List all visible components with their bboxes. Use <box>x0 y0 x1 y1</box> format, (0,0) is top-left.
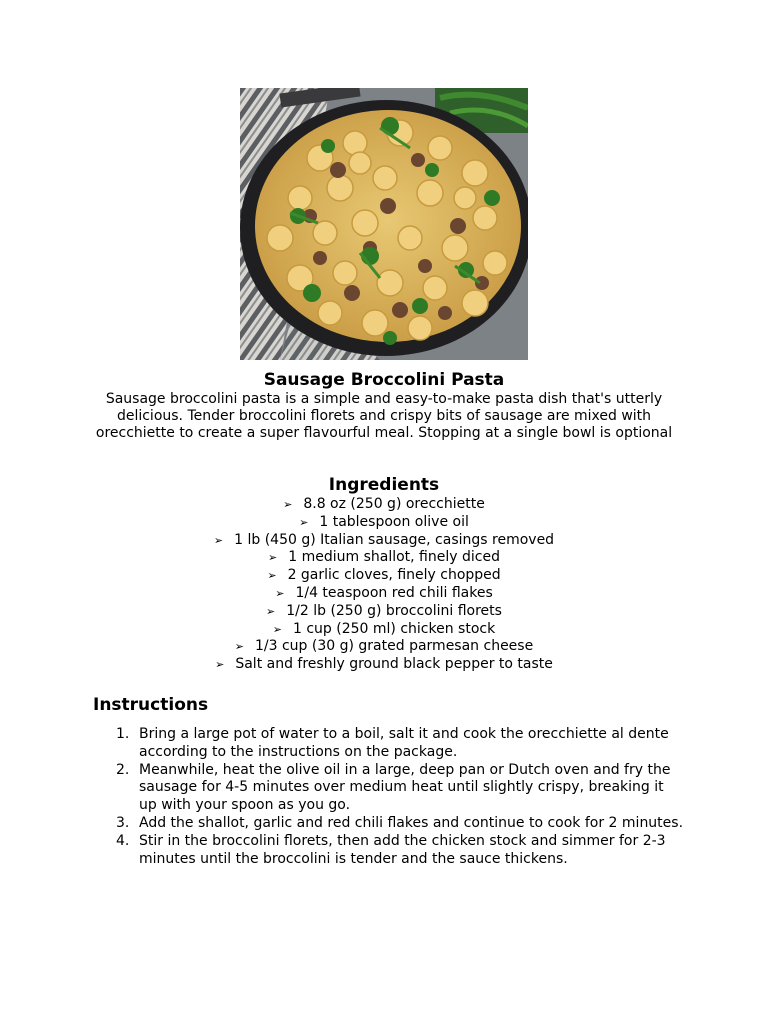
instruction-step <box>116 832 684 869</box>
recipe-intro: Sausage broccolini pasta is a simple and easy-to-make pasta dish that's utterly delicious. Tender broccolini florets and crispy bits of sausage are mixed with orecchiette to create a super flavourful meal. Stopping at a single bowl is optional <box>95 391 673 441</box>
arrow-bullet-icon: ➢ <box>268 551 278 565</box>
step-text: Stir in the broccolini florets, then add the chicken stock and simmer for 2-3 minutes until the broccolini is tender and the sauce thickens. <box>139 832 666 867</box>
arrow-bullet-icon: ➢ <box>266 604 276 618</box>
step-number: 3. <box>116 814 130 831</box>
arrow-bullet-icon: ➢ <box>283 498 293 511</box>
ingredient-item <box>0 532 768 550</box>
ingredient-item <box>0 567 768 585</box>
arrow-bullet-icon: ➢ <box>272 622 282 636</box>
instructions-list <box>116 726 684 868</box>
ingredient-text: 1 cup (250 ml) chicken stock <box>293 620 496 637</box>
ingredient-text: 1/2 lb (250 g) broccolini florets <box>286 602 502 619</box>
instruction-step <box>116 761 684 815</box>
dish-photo <box>240 88 528 360</box>
step-text: Meanwhile, heat the olive oil in a large, deep pan or Dutch oven and fry the sausage for 4-5 minutes over medium heat until slightly crispy, breaking it up with your spoon as you go. <box>139 761 671 814</box>
ingredient-item <box>0 514 768 532</box>
step-text: Bring a large pot of water to a boil, salt it and cook the orecchiette al dente according to the instructions on the package. <box>139 726 669 760</box>
ingredient-text: 8.8 oz (250 g) orecchiette <box>303 496 485 512</box>
pasta-pan-illustration <box>240 88 528 360</box>
arrow-bullet-icon: ➢ <box>213 533 224 547</box>
arrow-bullet-icon: ➢ <box>267 569 277 583</box>
ingredients-heading: Ingredients <box>328 475 440 495</box>
step-number: 1. <box>116 726 130 742</box>
ingredient-item <box>0 549 768 567</box>
ingredient-text: 1/4 teaspoon red chili flakes <box>295 584 493 601</box>
step-text: Add the shallot, garlic and red chili flakes and continue to cook for 2 minutes. <box>139 814 684 831</box>
ingredients-list <box>0 496 768 674</box>
instructions-heading: Instructions <box>93 695 209 715</box>
step-number: 4. <box>116 832 130 849</box>
instruction-step <box>116 814 684 833</box>
ingredient-text: 1 tablespoon olive oil <box>319 513 469 530</box>
ingredient-text: 2 garlic cloves, finely chopped <box>287 567 501 584</box>
arrow-bullet-icon: ➢ <box>299 515 309 529</box>
ingredient-text: 1 medium shallot, finely diced <box>288 549 500 566</box>
ingredient-item <box>0 656 768 674</box>
arrow-bullet-icon: ➢ <box>234 640 244 654</box>
step-number: 2. <box>116 761 130 778</box>
ingredient-item <box>0 585 768 603</box>
arrow-bullet-icon: ➢ <box>275 586 285 600</box>
ingredient-text: 1 lb (450 g) Italian sausage, casings removed <box>234 531 555 548</box>
ingredient-item <box>0 603 768 621</box>
ingredient-text: 1/3 cup (30 g) grated parmesan cheese <box>255 638 534 655</box>
arrow-bullet-icon: ➢ <box>215 658 225 672</box>
ingredient-text: Salt and freshly ground black pepper to taste <box>235 656 553 673</box>
ingredient-item <box>0 621 768 639</box>
instruction-step <box>116 726 684 762</box>
ingredient-item <box>0 496 768 514</box>
recipe-title: Sausage Broccolini Pasta <box>263 370 505 390</box>
ingredient-item <box>0 638 768 656</box>
